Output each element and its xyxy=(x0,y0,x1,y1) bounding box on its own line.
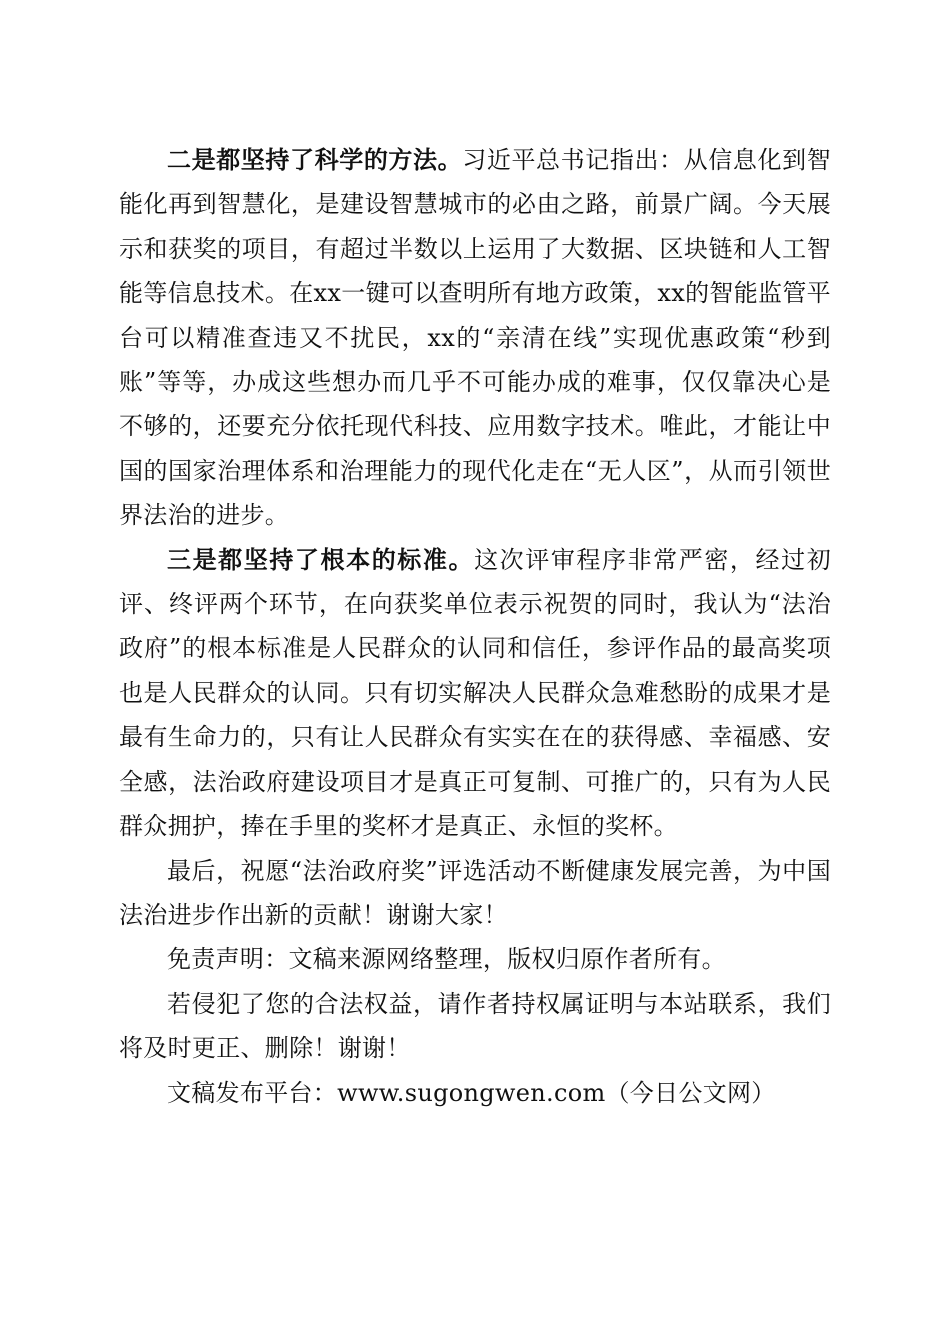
paragraph-text: 习近平总书记指出：从信息化到智能化再到智慧化，是建设智慧城市的必由之路，前景广阔。今天展示和获奖的项目，有超过半数以上运用了大数据、区块链和人工智能等信息技术。在xx一键可以查明所有地方政策，xx的智能监管平台可以精准查违又不扰民，xx的“亲清在线”实现优惠政策“秒到账”等等，办成这些想办而几乎不可能办成的难事，仅仅靠决心是不够的，还要充分依托现代科技、应用数字技术。唯此，才能让中国的国家治理体系和治理能力的现代化走在“无人区”，从而引领世界法治的进步。 xyxy=(119,146,831,530)
paragraph-text: 这次评审程序非常严密，经过初评、终评两个环节，在向获奖单位表示祝贺的同时，我认为“法治政府”的根本标准是人民群众的认同和信任，参评作品的最高奖项也是人民群众的认同。只有切实解决人民群众急难愁盼的成果才是最有生命力的，只有让人民群众有实实在在的获得感、幸福感、安全感，法治政府建设项目才是真正可复制、可推广的，只有为人民群众拥护，捧在手里的奖杯才是真正、永恒的奖杯。 xyxy=(119,545,831,841)
paragraph-scientific-method xyxy=(119,138,831,538)
paragraph-lead: 三是都坚持了根本的标准。 xyxy=(167,544,475,574)
paragraph-infringement-notice xyxy=(119,982,831,1071)
paragraph-lead: 二是都坚持了科学的方法。 xyxy=(167,145,463,174)
paragraph-text: 最后，祝愿“法治政府奖”评选活动不断健康发展完善，为中国法治进步作出新的贡献！谢谢大家！ xyxy=(119,856,831,929)
paragraph-disclaimer xyxy=(119,937,831,981)
document-body xyxy=(119,138,831,1115)
paragraph-fundamental-standard xyxy=(119,538,831,849)
paragraph-text: 免责声明：文稿来源网络整理，版权归原作者所有。 xyxy=(167,945,726,974)
paragraph-text: 若侵犯了您的合法权益，请作者持权属证明与本站联系，我们将及时更正、删除！谢谢！ xyxy=(119,989,831,1063)
paragraph-text: 文稿发布平台：www.sugongwen.com（今日公文网） xyxy=(167,1078,776,1107)
paragraph-closing-wishes xyxy=(119,849,831,938)
paragraph-publishing-platform xyxy=(119,1071,831,1115)
